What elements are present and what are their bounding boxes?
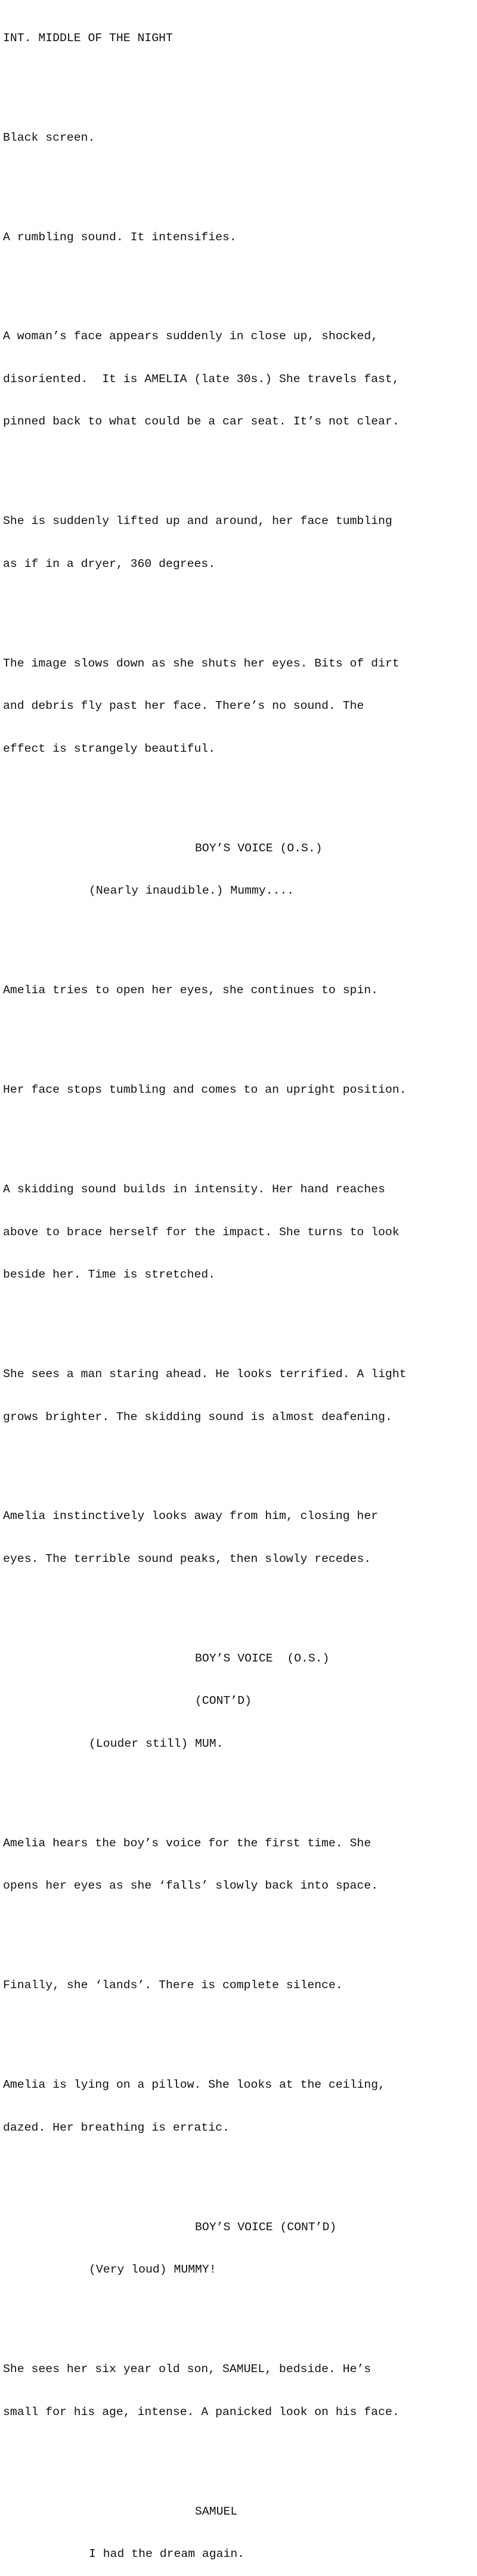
character-cue: BOY’S VOICE (O.S.) (195, 1651, 330, 1665)
action-line: A skidding sound builds in intensity. Her hand reaches (3, 1183, 386, 1196)
action-line: Black screen. (3, 131, 95, 144)
character-extension: (CONT’D) (195, 1694, 252, 1708)
dialogue-line: (Very loud) MUMMY! (89, 2263, 216, 2277)
action-line: eyes. The terrible sound peaks, then slowly recedes. (3, 1552, 371, 1566)
action-line: and debris fly past her face. There’s no sound. The (3, 699, 364, 713)
action-line: Amelia instinctively looks away from him, closing her (3, 1509, 379, 1523)
action-line: Amelia is lying on a pillow. She looks at the ceiling, (3, 2078, 386, 2092)
action-line: beside her. Time is stretched. (3, 1268, 216, 1282)
action-line: She sees a man staring ahead. He looks terrified. A light (3, 1368, 407, 1381)
action-line: as if in a dryer, 360 degrees. (3, 557, 216, 571)
scene-heading: INT. MIDDLE OF THE NIGHT (3, 31, 173, 45)
action-line: Finally, she ‘lands’. There is complete silence. (3, 1979, 343, 1992)
action-line: She is suddenly lifted up and around, her face tumbling (3, 514, 392, 528)
screenplay-page (3, 3, 477, 2576)
dialogue-line: I had the dream again. (89, 2547, 245, 2561)
action-line: disoriented. It is AMELIA (late 30s.) She travels fast, (3, 372, 399, 386)
action-line: Her face stops tumbling and comes to an upright position. (3, 1083, 407, 1097)
action-line: A rumbling sound. It intensifies. (3, 230, 237, 244)
action-line: Amelia tries to open her eyes, she continues to spin. (3, 984, 379, 997)
action-line: small for his age, intense. A panicked look on his face. (3, 2405, 399, 2419)
character-cue: BOY’S VOICE (CONT’D) (195, 2220, 337, 2234)
action-line: dazed. Her breathing is erratic. (3, 2121, 230, 2134)
dialogue-line: (Louder still) MUM. (89, 1737, 224, 1750)
action-line: A woman’s face appears suddenly in close up, shocked, (3, 330, 379, 343)
action-line: above to brace herself for the impact. She turns to look (3, 1225, 399, 1239)
character-cue: BOY’S VOICE (O.S.) (195, 841, 323, 855)
action-line: effect is strangely beautiful. (3, 742, 216, 755)
character-cue: SAMUEL (195, 2504, 238, 2518)
action-line: She sees her six year old son, SAMUEL, bedside. He’s (3, 2363, 371, 2376)
action-line: Amelia hears the boy’s voice for the first time. She (3, 1836, 371, 1850)
action-line: grows brighter. The skidding sound is almost deafening. (3, 1410, 392, 1424)
action-line: opens her eyes as she ‘falls’ slowly back into space. (3, 1879, 379, 1893)
dialogue-line: (Nearly inaudible.) Mummy.... (89, 884, 295, 898)
action-line: The image slows down as she shuts her eyes. Bits of dirt (3, 656, 399, 670)
action-line: pinned back to what could be a car seat. It’s not clear. (3, 415, 399, 429)
